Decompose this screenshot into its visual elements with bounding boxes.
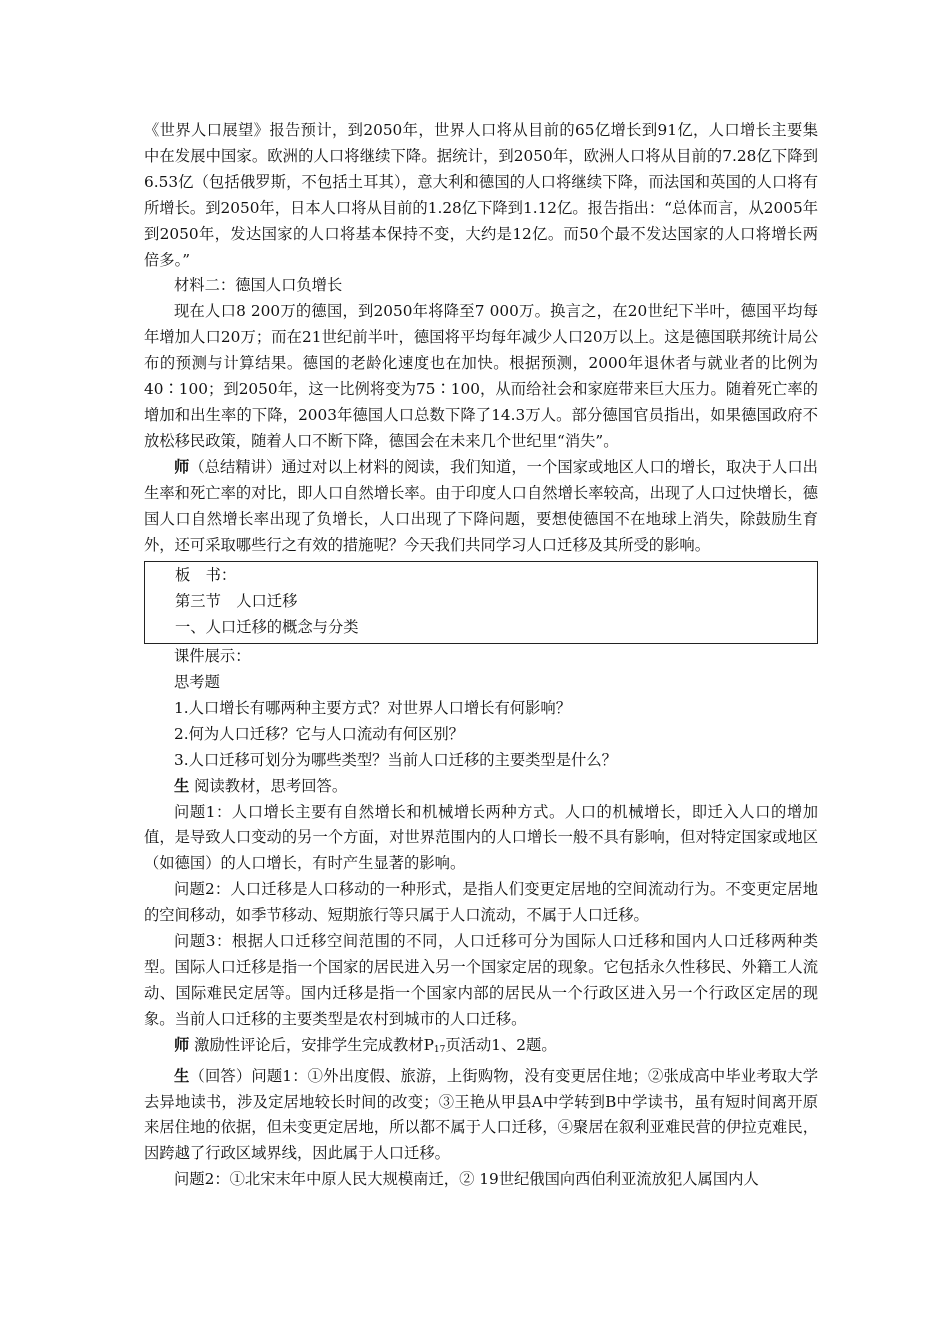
student-read-text: 阅读教材，思考回答。	[189, 776, 348, 795]
teacher-eval-text-after: 页活动1、2题。	[445, 1035, 557, 1054]
blackboard-box	[144, 561, 818, 644]
speaker-student: 生	[174, 1066, 190, 1085]
question-2: 2.何为人口迁移？它与人口流动有何区别？	[174, 724, 464, 743]
speaker-student: 生	[174, 776, 190, 795]
answer-1: 问题1：人口增长主要有自然增长和机械增长两种方式。人口的机械增长，即迁入人口的增加值，是导致人口变动的另一个方面，对世界范围内的人口增长一般不具有影响，但对特定国家或地区（如德国）的人口增长，有时产生显著的影响。	[144, 802, 818, 873]
intro-paragraph: 《世界人口展望》报告预计，到2050年，世界人口将从目前的65亿增长到91亿，人口增长主要集中在发展中国家。欧洲的人口将继续下降。据统计，到2050年，欧洲人口将从目前的7.28亿下降到6.53亿（包括俄罗斯，不包括土耳其），意大利和德国的人口将继续下降，而法国和英国的人口将有所增长。到2050年，日本人口将从目前的1.28亿下降到1.12亿。报告指出：“总体而言，从2005年到2050年，发达国家的人口将基本保持不变，大约是12亿。而50个最不发达国家的人口将增长两倍多。”	[144, 121, 818, 269]
student-read	[144, 774, 818, 800]
teacher-eval-text-before: 激励性评论后，安排学生完成教材P	[189, 1035, 434, 1054]
teacher-summary	[144, 455, 818, 559]
teacher-summary-text: （总结精讲）通过对以上材料的阅读，我们知道，一个国家或地区人口的增长，取决于人口出生率和死亡率的对比，即人口自然增长率。由于印度人口自然增长率较高，出现了人口过快增长，德国人口自然增长率出现了负增长，人口出现了下降问题，要想使德国不在地球上消失，除鼓励生育外，还可采取哪些行之有效的措施呢？今天我们共同学习人口迁移及其所受的影响。	[144, 457, 818, 554]
speaker-teacher: 师	[174, 1035, 190, 1054]
teacher-eval	[144, 1033, 818, 1064]
question-3: 3.人口迁移可划分为哪些类型？当前人口迁移的主要类型是什么？	[174, 750, 617, 769]
student-answer-text: （回答）问题1：①外出度假、旅游，上街购物，没有变更居住地；②张成高中毕业考取大学去异地读书，涉及定居地较长时间的改变；③王艳从甲县A中学转到B中学读书，虽有短时间离开原来居住地的依据，但未变更定居地，所以都不属于人口迁移，④聚居在叙利亚难民营的伊拉克难民，因跨越了行政区域界线，因此属于人口迁移。	[144, 1066, 818, 1163]
material2-title: 材料二：德国人口负增长	[174, 276, 343, 295]
courseware-label: 课件展示：	[174, 647, 251, 666]
material2-body: 现在人口8 200万的德国，到2050年将降至7 000万。换言之，在20世纪下半叶，德国平均每年增加人口20万；而在21世纪前半叶，德国将平均每年减少人口20万以上。这是德国联邦统计局公布的预测与计算结果。德国的老龄化速度也在加快。根据预测，2000年退休者与就业者的比例为40∶100；到2050年，这一比例将变为75∶100，从而给社会和家庭带来巨大压力。随着死亡率的增加和出生率的下降，2003年德国人口总数下降了14.3万人。部分德国官员指出，如果德国政府不放松移民政策，随着人口不断下降，德国会在未来几个世纪里“消失”。	[144, 302, 818, 450]
answer-3: 问题3：根据人口迁移空间范围的不同，人口迁移可分为国际人口迁移和国内人口迁移两种类型。国际人口迁移是指一个国家的居民进入另一个国家定居的现象。它包括永久性移民、外籍工人流动、国际难民定居等。国内迁移是指一个国家内部的居民从一个行政区进入另一个行政区定居的现象。当前人口迁移的主要类型是农村到城市的人口迁移。	[144, 932, 818, 1028]
page-subscript: 17	[433, 1044, 446, 1055]
question-1: 1.人口增长有哪两种主要方式？对世界人口增长有何影响？	[174, 698, 572, 717]
blackboard-section: 第三节 人口迁移	[175, 592, 298, 611]
think-title: 思考题	[174, 673, 220, 692]
answer-question-2: 问题2：①北宋末年中原人民大规模南迁，② 19世纪俄国向西伯利亚流放犯人属国内人	[174, 1170, 759, 1189]
blackboard-label: 板 书：	[175, 566, 237, 585]
blackboard-subsection: 一、人口迁移的概念与分类	[175, 618, 359, 637]
document-page	[144, 118, 818, 1193]
student-answer	[144, 1064, 818, 1168]
speaker-teacher: 师	[174, 457, 190, 476]
answer-2: 问题2：人口迁移是人口移动的一种形式，是指人们变更定居地的空间流动行为。不变更定居地的空间移动，如季节移动、短期旅行等只属于人口流动，不属于人口迁移。	[144, 880, 818, 925]
